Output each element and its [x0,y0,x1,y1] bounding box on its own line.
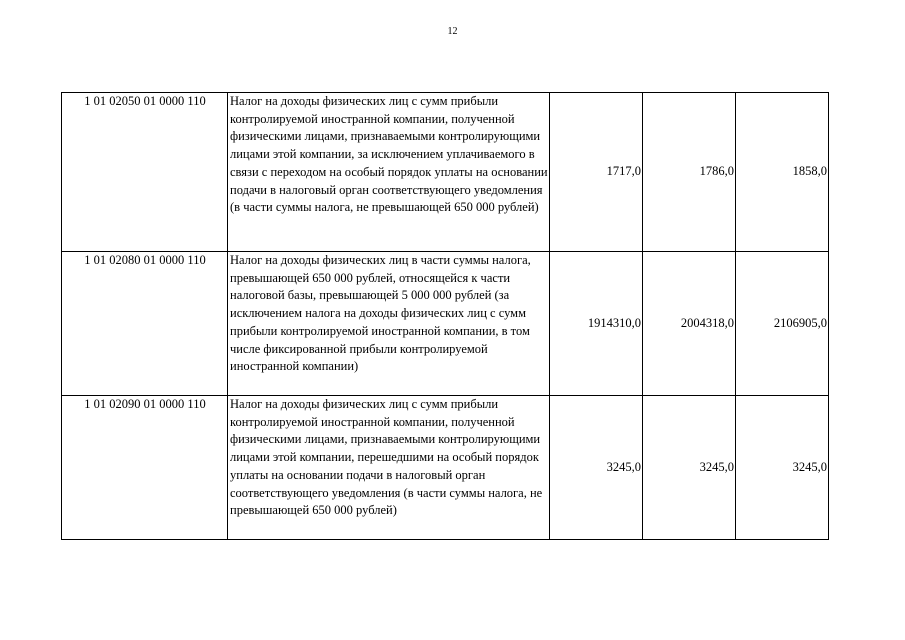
amount-year-3: 3245,0 [736,396,829,540]
budget-revenue-table [61,92,829,540]
amount-year-3: 2106905,0 [736,252,829,396]
amount-year-1: 3245,0 [550,396,643,540]
table-row [62,93,829,252]
amount-year-3: 1858,0 [736,93,829,252]
budget-classification-code: 1 01 02090 01 0000 110 [62,396,228,540]
revenue-name: Налог на доходы физических лиц в части суммы налога, превышающей 650 000 рублей, относящейся к части налоговой базы, превышающей 5 000 000 рублей (за исключением налога на доходы физических лиц с сумм прибыли контролируемой иностранной компании, в том числе фиксированной прибыли контролируемой иностранной компании) [228,252,550,396]
revenue-name: Налог на доходы физических лиц с сумм прибыли контролируемой иностранной компании, полученной физическими лицами, признаваемыми контролирующими лицами этой компании, за исключением уплачиваемого в связи с переходом на особый порядок уплаты на основании подачи в налоговый орган соответствующего уведомления (в части суммы налога, не превышающей 650 000 рублей) [228,93,550,252]
table-row [62,252,829,396]
amount-year-1: 1717,0 [550,93,643,252]
budget-classification-code: 1 01 02080 01 0000 110 [62,252,228,396]
table-row [62,396,829,540]
amount-year-1: 1914310,0 [550,252,643,396]
amount-year-2: 3245,0 [643,396,736,540]
revenue-name: Налог на доходы физических лиц с сумм прибыли контролируемой иностранной компании, полученной физическими лицами, признаваемыми контролирующими лицами этой компании, перешедшими на особый порядок уплаты на основании подачи в налоговый орган соответствующего уведомления (в части суммы налога, не превышающей 650 000 рублей) [228,396,550,540]
page-number: 12 [447,26,458,37]
amount-year-2: 2004318,0 [643,252,736,396]
amount-year-2: 1786,0 [643,93,736,252]
budget-classification-code: 1 01 02050 01 0000 110 [62,93,228,252]
